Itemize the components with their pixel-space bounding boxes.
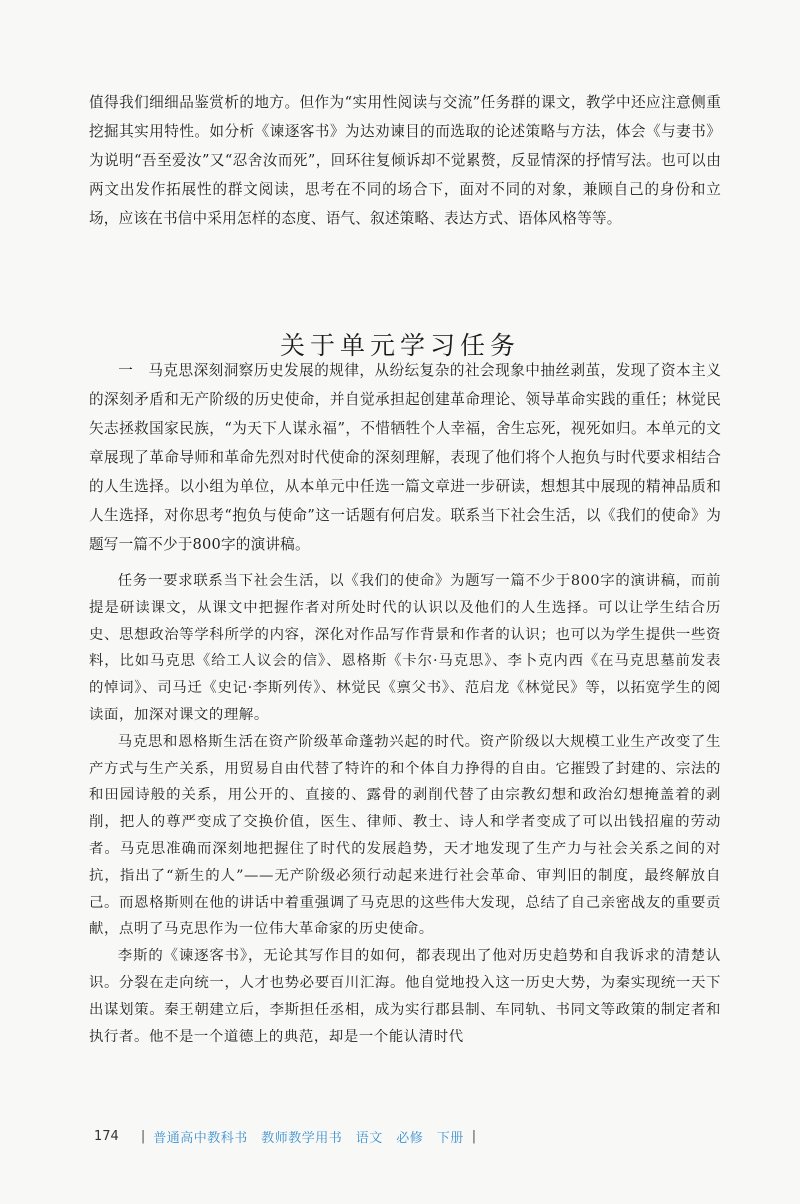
section-title: 关于单元学习任务: [279, 330, 520, 360]
footer-separator-right: |: [471, 1129, 477, 1144]
intro-paragraph: 值得我们细细品鉴赏析的地方。但作为“实用性阅读与交流”任务群的课文，教学中还应注意侧重挖掘其实用特性。如分析《谏逐客书》为达劝谏目的而选取的论述策略与方法，体会《与妻书》为说明“吾至爱汝”又“忍舍汝而死”，回环往复倾诉却不觉累赘，反显情深的抒情写法。也可以由两文出发作拓展性的群文阅读，思考在不同的场合下，面对不同的对象，兼顾自己的身份和立场，应该在书信中采用怎样的态度、语气、叙述策略、表达方式、语体风格等等。: [89, 94, 721, 227]
intro-text-block: [89, 88, 721, 233]
page-number: 174: [94, 1129, 119, 1144]
unit-task-block: [89, 356, 721, 559]
commentary-paragraph-3: 李斯的《谏逐客书》，无论其写作目的如何，都表现出了他对历史趋势和自我诉求的清楚认识。分裂在走向统一，人才也势必要百川汇海。他自觉地投入这一历史大势，为秦实现统一天下出谋划策。秦王朝建立后，李斯担任丞相，成为实行郡县制、车同轨、书同文等政策的制定者和执行者。他不是一个道德上的典范，却是一个能认清时代: [89, 948, 721, 1045]
book-title: 普通高中教科书 教师教学用书 语文 必修 下册: [153, 1131, 464, 1146]
commentary-block: [89, 568, 721, 1050]
commentary-paragraph-1: 任务一要求联系当下社会生活，以《我们的使命》为题写一篇不少于800字的演讲稿，而前提是研读课文，从课文中把握作者对所处时代的认识以及他们的人生选择。可以让学生结合历史、思想政治等学科所学的内容，深化对作品写作背景和作者的认识；也可以为学生提供一些资料，比如马克思《给工人议会的信》、恩格斯《卡尔·马克思》、李卜克内西《在马克思墓前发表的悼词》、司马迁《史记·李斯列传》、林觉民《禀父书》、范启龙《林觉民》等，以拓宽学生的阅读面，加深对课文的理解。: [89, 573, 721, 723]
task-one-paragraph: 一 马克思深刻洞察历史发展的规律，从纷纭复杂的社会现象中抽丝剥茧，发现了资本主义的深刻矛盾和无产阶级的历史使命，并自觉承担起创建革命理论、领导革命实践的重任；林觉民矢志拯救国家民族，“为天下人谋永福”，不惜牺牲个人幸福，舍生忘死，视死如归。本单元的文章展现了革命导师和革命先烈对时代使命的深刻理解，表现了他们将个人抱负与时代要求相结合的人生选择。以小组为单位，从本单元中任选一篇文章进一步研读，想想其中展现的精神品质和人生选择，对你思考“抱负与使命”这一话题有何启发。联系当下社会生活，以《我们的使命》为题写一篇不少于800字的演讲稿。: [89, 362, 721, 553]
page-footer: [94, 1127, 484, 1146]
footer-separator-left: |: [140, 1129, 146, 1144]
commentary-paragraph-2: 马克思和恩格斯生活在资产阶级革命蓬勃兴起的时代。资产阶级以大规模工业生产改变了生产方式与生产关系，用贸易自由代替了特许的和个体自力挣得的自由。它摧毁了封建的、宗法的和田园诗般的关系，用公开的、直接的、露骨的剥削代替了由宗教幻想和政治幻想掩盖着的剥削，把人的尊严变成了交换价值，医生、律师、教士、诗人和学者变成了可以出钱招雇的劳动者。马克思准确而深刻地把握住了时代的发展趋势，天才地发现了生产力与社会关系之间的对抗，指出了“新生的人”——无产阶级必须行动起来进行社会革命、审判旧的制度，最终解放自己。而恩格斯则在他的讲话中着重强调了马克思的这些伟大发现，总结了自己亲密战友的重要贡献，点明了马克思作为一位伟大革命家的历史使命。: [89, 733, 721, 938]
